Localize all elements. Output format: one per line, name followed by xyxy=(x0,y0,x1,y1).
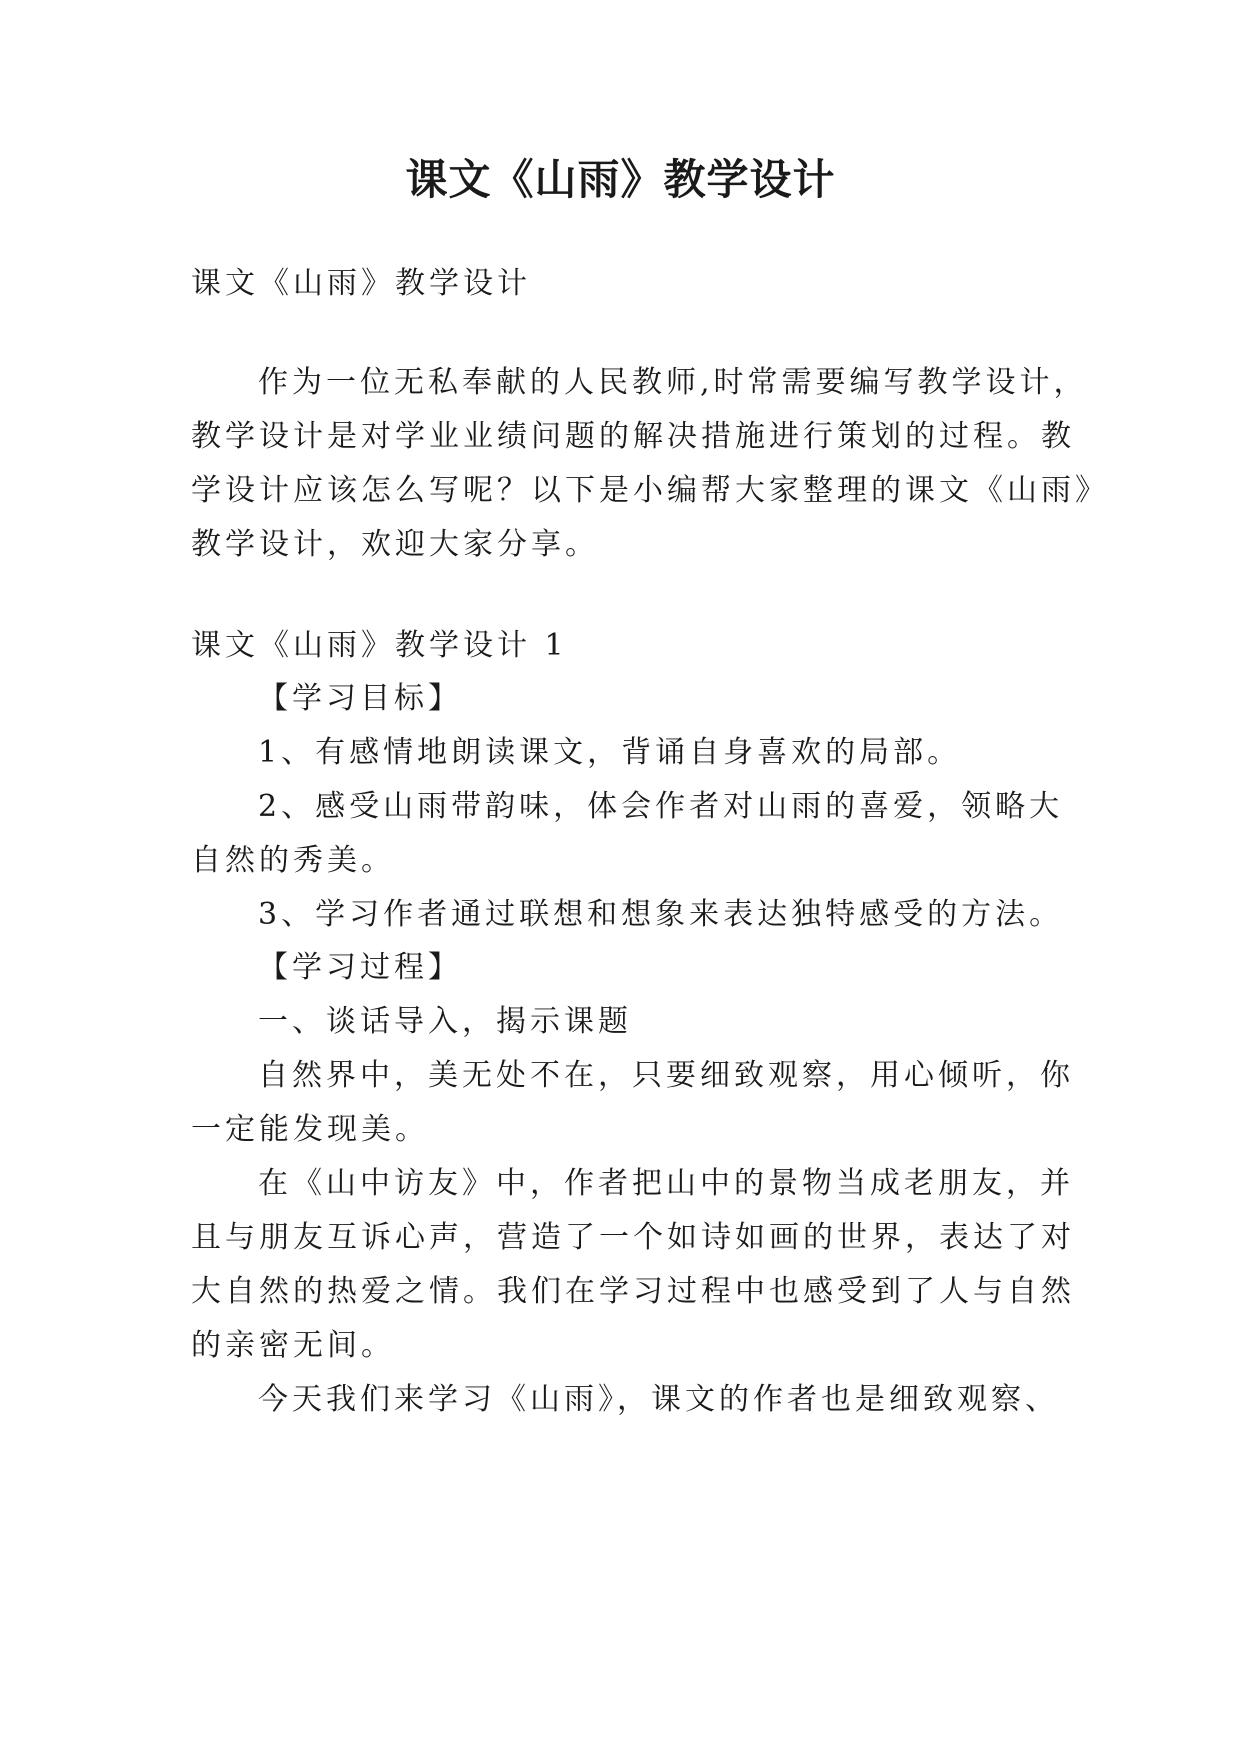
paragraph-line: 且与朋友互诉心声，营造了一个如诗如画的世界，表达了对 xyxy=(191,1220,1075,1255)
goal-item: 2、感受山雨带韵味，体会作者对山雨的喜爱，领略大 xyxy=(258,789,1064,824)
document-title: 课文《山雨》教学设计 xyxy=(405,155,836,204)
goal-item: 3、学习作者通过联想和想象来表达独特感受的方法。 xyxy=(258,897,1064,932)
intro-line: 教学设计，欢迎大家分享。 xyxy=(191,527,599,562)
paragraph-line: 今天我们来学习《山雨》，课文的作者也是细致观察、 xyxy=(258,1382,1059,1417)
paragraph-line: 在《山中访友》中，作者把山中的景物当成老朋友，并 xyxy=(258,1166,1074,1201)
paragraph-line: 一定能发现美。 xyxy=(191,1112,429,1147)
goals-heading: 【学习目标】 xyxy=(258,681,462,716)
paragraph-line: 自然界中，美无处不在，只要细致观察，用心倾听，你 xyxy=(258,1058,1074,1093)
process-heading: 【学习过程】 xyxy=(258,950,462,985)
intro-line: 作为一位无私奉献的人民教师,时常需要编写教学设计， xyxy=(258,365,1088,400)
paragraph-line: 的亲密无间。 xyxy=(191,1328,395,1363)
goal-item: 1、有感情地朗读课文，背诵自身喜欢的局部。 xyxy=(258,735,962,770)
paragraph-line: 大自然的热爱之情。我们在学习过程中也感受到了人与自然 xyxy=(191,1274,1075,1309)
intro-line: 学设计应该怎么写呢？以下是小编帮大家整理的课文《山雨》 xyxy=(191,473,1109,508)
document-subtitle: 课文《山雨》教学设计 xyxy=(191,266,531,301)
intro-line: 教学设计是对学业业绩问题的解决措施进行策划的过程。教 xyxy=(191,419,1075,454)
section-heading: 课文《山雨》教学设计 1 xyxy=(191,628,568,663)
goal-item-continuation: 自然的秀美。 xyxy=(191,843,395,878)
step-heading: 一、谈话导入，揭示课题 xyxy=(258,1004,632,1039)
